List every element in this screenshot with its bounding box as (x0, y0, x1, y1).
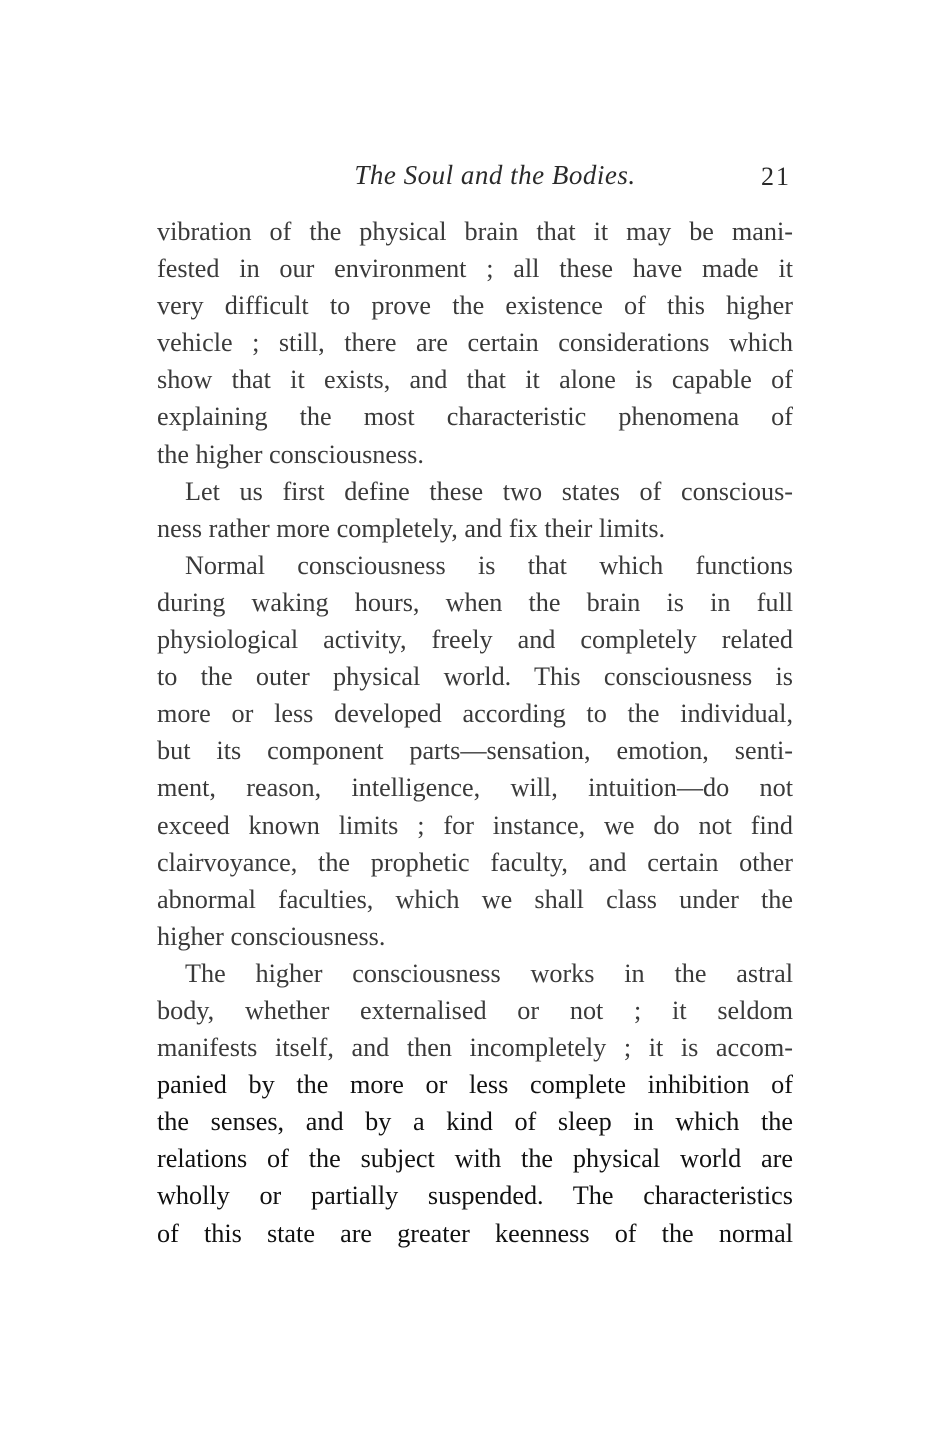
text-line: higher consciousness. (157, 921, 386, 951)
text-line: explaining the most characteristic phenomena of (157, 402, 793, 432)
paragraph-3 (157, 547, 793, 955)
running-title: The Soul and the Bodies. (354, 160, 636, 190)
text-line: The higher consciousness works in the astral (185, 958, 793, 988)
text-line: the senses, and by a kind of sleep in which the (157, 1107, 793, 1137)
text-line: Normal consciousness is that which functions (185, 550, 793, 580)
text-line: to the outer physical world. This consciousness is (157, 662, 793, 692)
text-line: show that it exists, and that it alone is capable of (157, 365, 793, 395)
text-line: fested in our environment ; all these have made it (157, 254, 793, 284)
text-line: abnormal faculties, which we shall class under the (157, 884, 793, 914)
running-header (157, 160, 793, 196)
text-line: Let us first define these two states of conscious- (185, 476, 793, 506)
text-line: vehicle ; still, there are certain considerations which (157, 328, 793, 358)
text-line: more or less developed according to the individual, (157, 699, 793, 729)
text-line: body, whether externalised or not ; it seldom (157, 995, 793, 1025)
text-line: ness rather more completely, and fix their limits. (157, 513, 666, 543)
text-line: very difficult to prove the existence of this higher (157, 291, 793, 321)
text-line: wholly or partially suspended. The characteristics (157, 1181, 793, 1211)
paragraph-4 (157, 955, 793, 1252)
text-line: the higher consciousness. (157, 439, 424, 469)
text-line: clairvoyance, the prophetic faculty, and certain other (157, 847, 793, 877)
text-line: of this state are greater keenness of the normal (157, 1218, 793, 1248)
text-line: panied by the more or less complete inhibition of (157, 1070, 793, 1100)
text-line: ment, reason, intelligence, will, intuition—do not (157, 773, 793, 803)
paragraph-2 (157, 473, 793, 547)
page-number: 21 (761, 162, 791, 191)
text-line: relations of the subject with the physical world are (157, 1144, 793, 1174)
text-line: manifests itself, and then incompletely ; it is accom- (157, 1033, 793, 1063)
text-line: during waking hours, when the brain is in full (157, 587, 793, 617)
text-line: exceed known limits ; for instance, we do not find (157, 810, 793, 840)
text-line: physiological activity, freely and completely related (157, 625, 793, 655)
text-line: but its component parts—sensation, emotion, senti- (157, 736, 793, 766)
paragraph-1 (157, 213, 793, 473)
text-line: vibration of the physical brain that it may be mani- (157, 217, 793, 246)
page-body (157, 213, 793, 1252)
